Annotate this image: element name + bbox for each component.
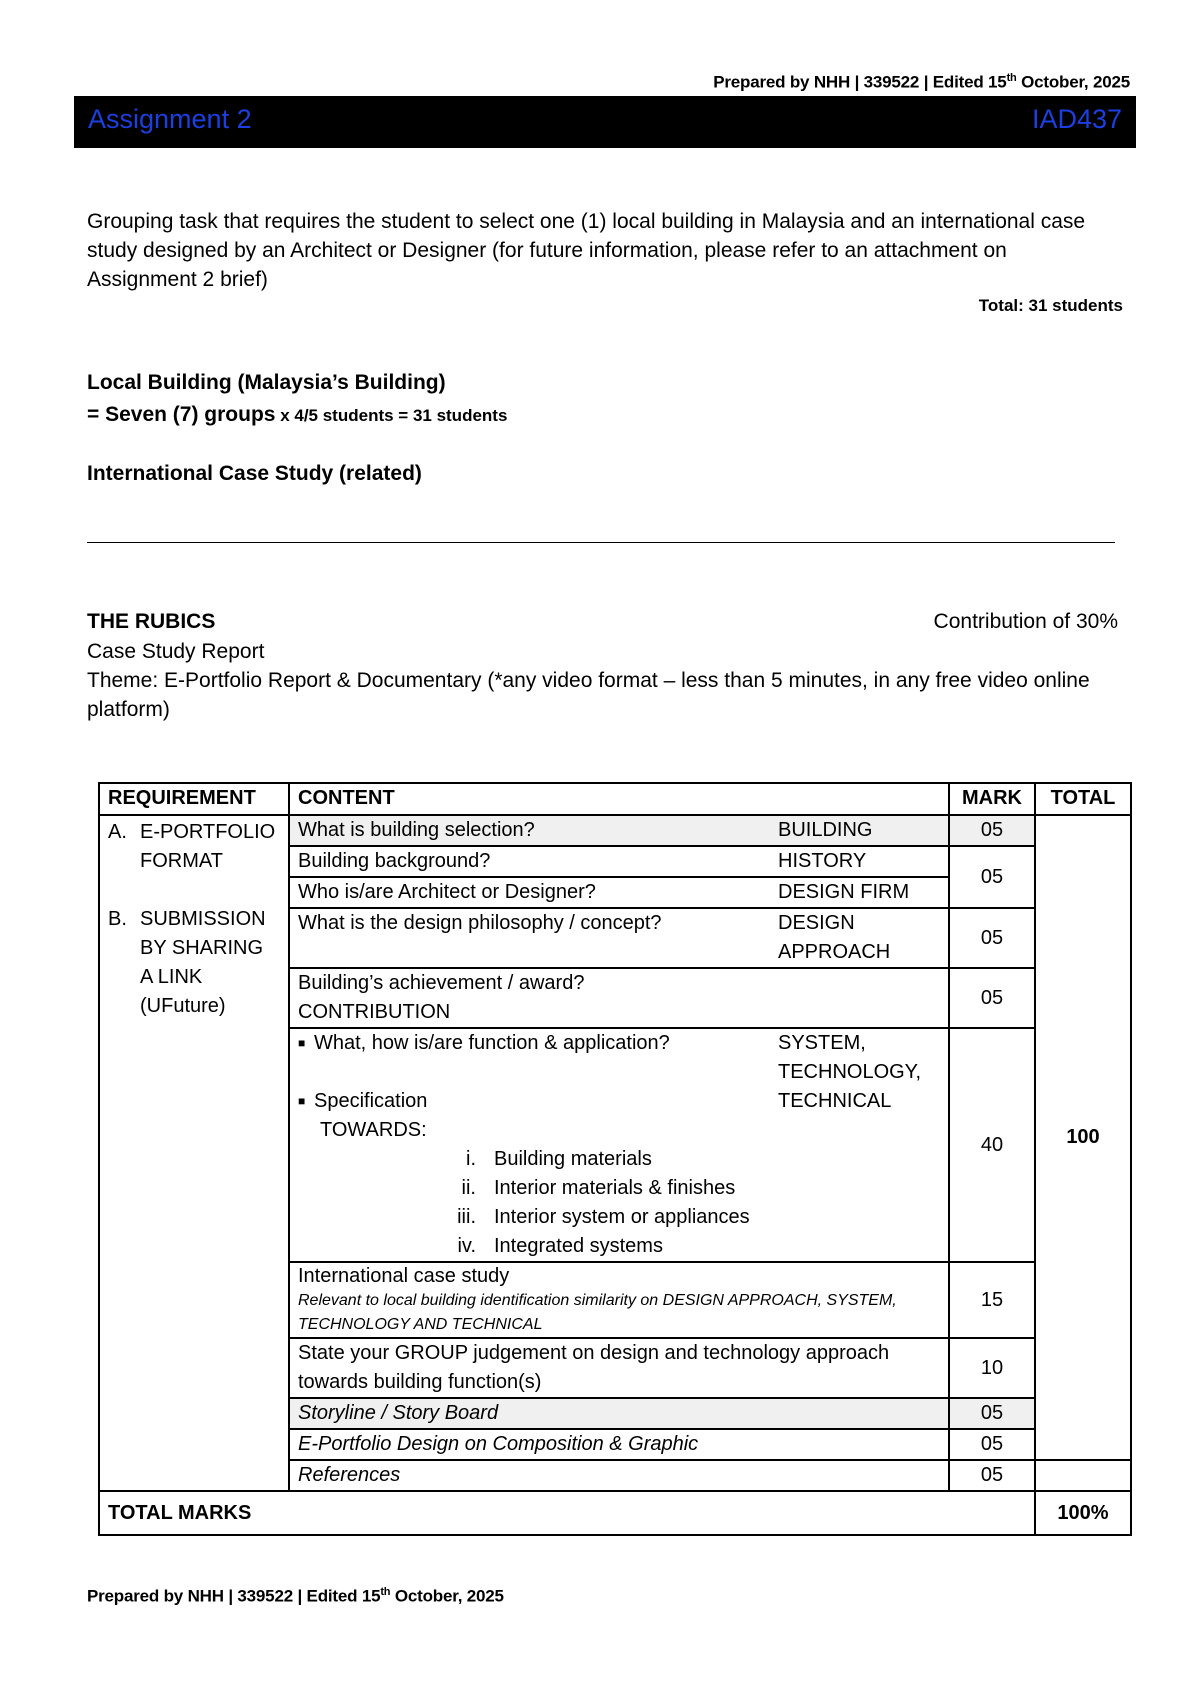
content-text: What is the design philosophy / concept? bbox=[298, 912, 662, 934]
rubics-heading: THE RUBICS bbox=[87, 610, 216, 633]
total-marks-value: 100% bbox=[1035, 1491, 1131, 1535]
ordinal-suffix: th bbox=[1006, 72, 1017, 84]
mark-cell: 40 bbox=[949, 1028, 1035, 1262]
content-text: Building’s achievement / award? bbox=[298, 972, 585, 994]
prepared-by-text: Prepared by NHH | 339522 | Edited 15 bbox=[87, 1586, 381, 1606]
content-cell bbox=[289, 1262, 949, 1338]
content-cell: State your GROUP judgement on design and technology approach towards building function(s) bbox=[289, 1338, 949, 1398]
mark-cell: 05 bbox=[949, 1460, 1035, 1491]
req-line: (UFuture) bbox=[140, 995, 226, 1017]
tag-line: APPROACH bbox=[778, 941, 891, 963]
content-cell: Storyline / Story Board bbox=[289, 1398, 949, 1429]
title-bar bbox=[74, 96, 1136, 148]
local-building-heading: Local Building (Malaysia’s Building) bbox=[87, 371, 446, 394]
bullet-icon: ■ bbox=[298, 1094, 306, 1108]
tag-line: TECHNICAL bbox=[778, 1090, 892, 1112]
req-line: SUBMISSION bbox=[140, 908, 266, 930]
requirement-b bbox=[108, 905, 280, 1021]
theme-text: Theme: E-Portfolio Report & Documentary (*any video format – less than 5 minutes, in any free video online platform) bbox=[87, 669, 1090, 721]
item-number: iv. bbox=[457, 1235, 476, 1257]
international-heading: International Case Study (related) bbox=[87, 462, 422, 485]
course-code: IAD437 bbox=[1031, 104, 1122, 134]
mark-cell: 05 bbox=[949, 815, 1035, 846]
prepared-by-text: Prepared by NHH | 339522 | Edited 15 bbox=[713, 72, 1007, 92]
report-subtitle: Case Study Report bbox=[87, 640, 265, 663]
content-cell bbox=[289, 908, 949, 968]
table-row bbox=[99, 815, 1131, 846]
groups-count: = Seven (7) groups bbox=[87, 403, 276, 426]
requirement-list bbox=[108, 818, 280, 1021]
mark-cell: 05 bbox=[949, 908, 1035, 968]
prepared-by-header bbox=[713, 72, 1130, 93]
prepared-date: October, 2025 bbox=[390, 1586, 504, 1606]
req-key: A. bbox=[108, 821, 127, 843]
content-note: Relevant to local building identification similarity on DESIGN APPROACH, SYSTEM, TECHNOLOGY AND TECHNICAL bbox=[298, 1292, 897, 1333]
groups-detail: x 4/5 students = 31 students bbox=[275, 406, 508, 425]
mark-cell: 05 bbox=[949, 846, 1035, 908]
list-item bbox=[298, 1232, 940, 1261]
total-students: Total: 31 students bbox=[978, 296, 1123, 315]
item-number: iii. bbox=[457, 1206, 476, 1228]
content-text: What is building selection? bbox=[298, 819, 535, 841]
req-line: BY SHARING bbox=[140, 937, 263, 959]
item-text: Interior system or appliances bbox=[494, 1206, 750, 1228]
mark-cell: 05 bbox=[949, 968, 1035, 1028]
list-item bbox=[298, 1174, 940, 1203]
bullet-icon: ■ bbox=[298, 1036, 306, 1050]
req-line: FORMAT bbox=[140, 850, 223, 872]
mark-cell: 05 bbox=[949, 1429, 1035, 1460]
table-header-row bbox=[99, 783, 1131, 815]
list-item bbox=[298, 1203, 940, 1232]
content-cell: References bbox=[289, 1460, 949, 1491]
total-marks-label: TOTAL MARKS bbox=[99, 1491, 1035, 1535]
tag-line: SYSTEM, bbox=[778, 1032, 866, 1054]
contribution-text: Contribution of 30% bbox=[933, 610, 1118, 633]
content-cell bbox=[289, 877, 949, 908]
total-cell: 100 bbox=[1035, 815, 1131, 1460]
req-text bbox=[140, 905, 266, 1021]
prepared-date: October, 2025 bbox=[1016, 72, 1130, 92]
local-groups bbox=[87, 400, 507, 430]
tag-line: TECHNOLOGY, bbox=[778, 1061, 921, 1083]
content-tag bbox=[778, 909, 940, 967]
rubric-table bbox=[98, 782, 1132, 1536]
tag-line: DESIGN bbox=[778, 912, 855, 934]
content-cell: E-Portfolio Design on Composition & Graphic bbox=[289, 1429, 949, 1460]
requirement-a bbox=[108, 818, 280, 876]
item-text: Integrated systems bbox=[494, 1235, 663, 1257]
content-text: Who is/are Architect or Designer? bbox=[298, 881, 596, 903]
content-cell bbox=[289, 815, 949, 846]
item-number: i. bbox=[466, 1148, 476, 1170]
empty-total-cell bbox=[1035, 1460, 1131, 1491]
mark-cell: 15 bbox=[949, 1262, 1035, 1338]
intro-paragraph: Grouping task that requires the student to select one (1) local building in Malaysia and an international case study designed by an Architect or Designer (for future information, please refer to an attachment on Assignment 2 brief) bbox=[87, 210, 1086, 291]
header-mark: MARK bbox=[949, 783, 1035, 815]
content-tag: DESIGN FIRM bbox=[778, 881, 910, 903]
content-cell bbox=[289, 1028, 949, 1262]
content-tag: HISTORY bbox=[778, 850, 867, 872]
req-line: A LINK bbox=[140, 966, 203, 988]
total-marks-row bbox=[99, 1491, 1131, 1535]
content-text-2: CONTRIBUTION bbox=[298, 1001, 451, 1023]
content-tag: BUILDING bbox=[778, 819, 873, 841]
divider-line bbox=[87, 542, 1115, 543]
prepared-by-footer bbox=[87, 1586, 504, 1607]
item-text: Interior materials & finishes bbox=[494, 1177, 736, 1199]
mark-cell: 10 bbox=[949, 1338, 1035, 1398]
bullet-text: What, how is/are function & application? bbox=[314, 1032, 670, 1054]
req-line: E-PORTFOLIO bbox=[140, 821, 276, 843]
header-total: TOTAL bbox=[1035, 783, 1131, 815]
header-content: CONTENT bbox=[289, 783, 949, 815]
list-item bbox=[298, 1145, 940, 1174]
header-requirement: REQUIREMENT bbox=[99, 783, 289, 815]
bullet-text: Specification bbox=[314, 1090, 428, 1112]
item-text: Building materials bbox=[494, 1148, 652, 1170]
assignment-title: Assignment 2 bbox=[88, 104, 252, 134]
item-number: ii. bbox=[461, 1177, 476, 1199]
req-key: B. bbox=[108, 908, 127, 930]
content-text: Building background? bbox=[298, 850, 491, 872]
towards-label: TOWARDS: bbox=[320, 1119, 427, 1141]
content-cell bbox=[289, 846, 949, 877]
mark-cell: 05 bbox=[949, 1398, 1035, 1429]
content-text: International case study bbox=[298, 1265, 510, 1287]
content-cell bbox=[289, 968, 949, 1028]
requirement-cell bbox=[99, 815, 289, 1491]
req-text bbox=[140, 818, 275, 876]
ordinal-suffix: th bbox=[380, 1586, 391, 1598]
